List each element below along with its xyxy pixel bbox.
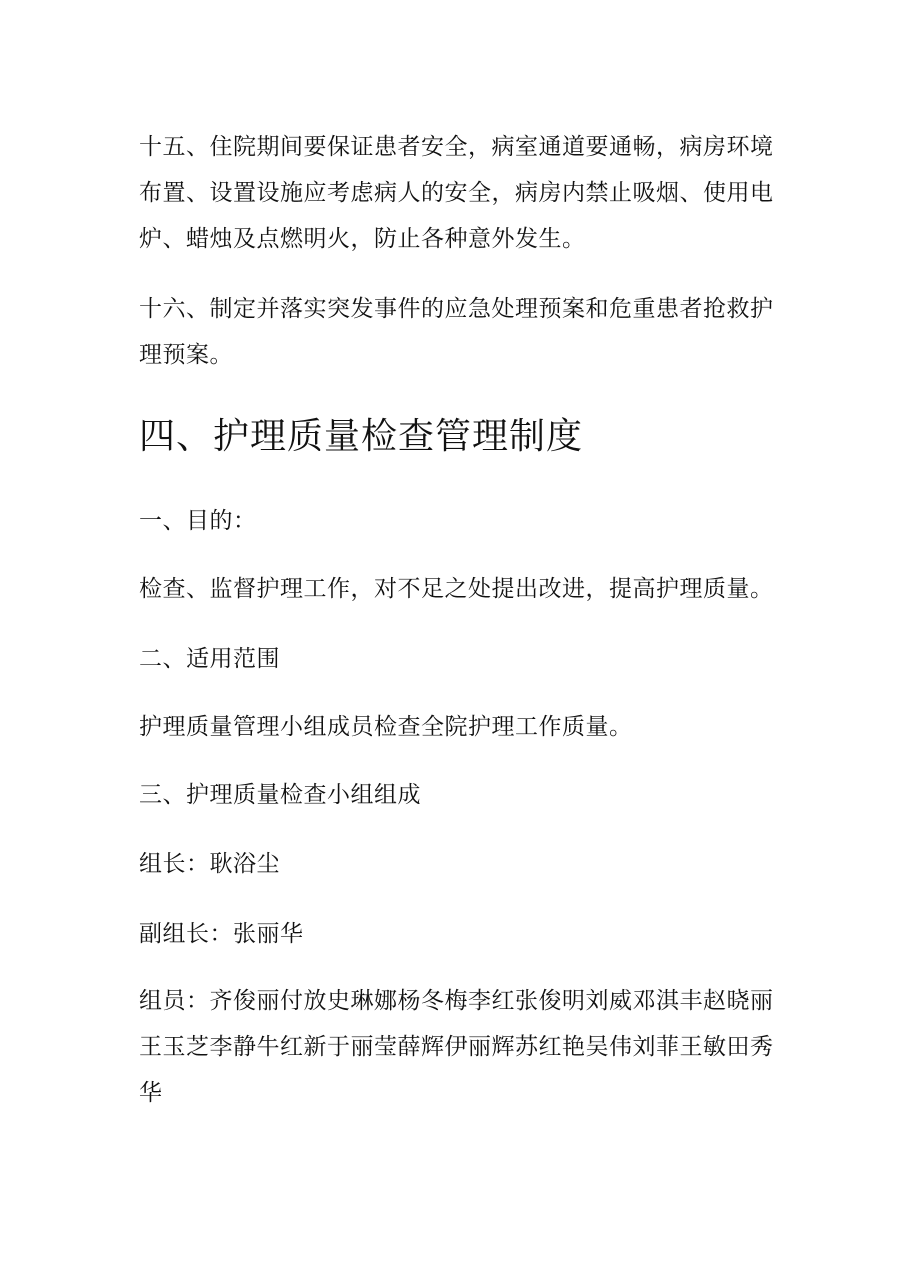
purpose-text: 检查、监督护理工作，对不足之处提出改进，提高护理质量。	[139, 576, 774, 602]
scope-label: 二、适用范围	[139, 646, 280, 672]
section-heading: 四、护理质量检查管理制度	[139, 416, 584, 457]
paragraph-item-15: 十五、住院期间要保证患者安全，病室通道要通畅，病房环境布置、设置设施应考虑病人的安全，病房内禁止吸烟、使用电炉、蜡烛及点燃明火，防止各种意外发生。	[139, 134, 774, 252]
team-label: 三、护理质量检查小组组成	[139, 782, 421, 808]
scope-text: 护理质量管理小组成员检查全院护理工作质量。	[139, 714, 633, 740]
purpose-label: 一、目的：	[139, 508, 257, 534]
deputy-leader-line: 副组长：张丽华	[139, 921, 304, 947]
paragraph-item-16: 十六、制定并落实突发事件的应急处理预案和危重患者抢救护理预案。	[139, 296, 774, 368]
leader-line: 组长：耿浴尘	[139, 851, 280, 877]
members-paragraph: 组员：齐俊丽付放史琳娜杨冬梅李红张俊明刘威邓淇丰赵晓丽王玉芝李静牛红新于丽莹薛辉伊丽辉苏红艳吴伟刘菲王敏田秀华	[139, 988, 774, 1106]
